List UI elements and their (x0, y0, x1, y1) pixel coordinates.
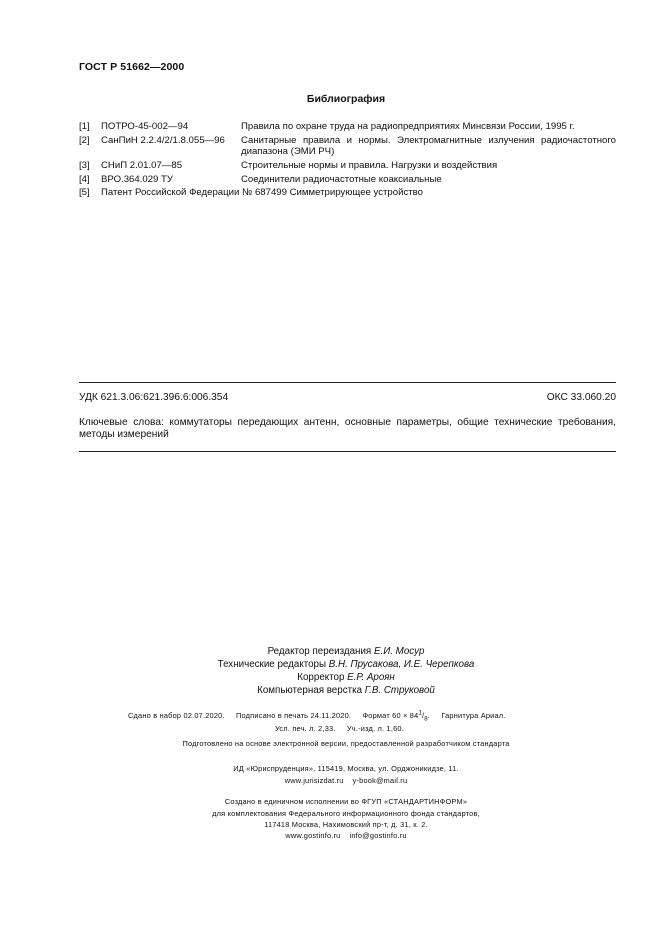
entry-description: Санитарные правила и нормы. Электромагнитные излучения радиочастотного диапазона (ЭМИ РЧ) (241, 135, 616, 158)
entry-number: [4] (79, 174, 90, 185)
layout-name: Г.В. Струковой (364, 685, 435, 696)
entry-description: Соединители радиочастотные коаксиальные (241, 174, 442, 185)
layout-label: Компьютерная верстка (257, 685, 363, 696)
tech-editors-label: Технические редакторы (217, 659, 327, 670)
credit-corrector (0, 672, 661, 685)
entry-full-text: Патент Российской Федерации № 687499 Симметрирующее устройство (101, 187, 423, 198)
corrector-name: Е.Р. Ароян (347, 672, 395, 683)
publisher-contacts (0, 776, 661, 785)
entry-number: [3] (79, 160, 90, 171)
credit-editor (0, 646, 661, 659)
keywords: Ключевые слова: коммутаторы передающих антенн, основные параметры, общие технические требования, методы измерений (79, 417, 616, 440)
entry-description: Правила по охране труда на радиопредприятиях Минсвязи России, 1995 г. (241, 121, 575, 132)
document-header: ГОСТ Р 51662—2000 (79, 61, 185, 73)
udk-code: УДК 621.3.06:621.396.6:006.354 (79, 392, 229, 403)
bottom-divider (79, 451, 616, 452)
entry-code: СНиП 2.01.07—85 (101, 160, 183, 171)
entry-number: [2] (79, 135, 90, 146)
print-sheets: Усл. печ. л. 2,33. (275, 724, 336, 733)
entry-code: ВРО.364.029 ТУ (101, 174, 174, 185)
producer-contacts (0, 831, 661, 840)
producer-line-1: Создано в единичном исполнении во ФГУП «СТАНДАРТИНФОРМ» (224, 797, 468, 806)
entry-number: [1] (79, 121, 90, 132)
editor-name: Е.И. Мосур (373, 646, 425, 657)
entry-code: ПОТРО-45-002—94 (101, 121, 189, 132)
credit-tech-editors (0, 659, 661, 672)
signed-date: Подписано в печать 24.11.2020. (236, 711, 352, 721)
typeface: Гарнитура Ариал. (441, 711, 506, 721)
oks-code: ОКС 33.060.20 (546, 392, 616, 403)
publisher-website[interactable]: www.jurisizdat.ru (284, 776, 344, 785)
producer-email[interactable]: info@gostinfo.ru (349, 831, 407, 840)
producer-website[interactable]: www.gostinfo.ru (285, 831, 341, 840)
tech-editors-names: В.Н. Прусакова, И.Е. Черепкова (328, 659, 475, 670)
bibliography-title: Библиография (306, 93, 386, 105)
editor-label: Редактор переиздания (267, 646, 372, 657)
publication-info (128, 711, 515, 723)
publisher-address: ИД «Юриспруденция», 115419, Москва, ул. Орджоникидзе, 11. (233, 764, 459, 773)
top-divider (79, 382, 616, 383)
corrector-label: Корректор (297, 672, 345, 683)
producer-line-2: для комплектования Федерального информационного фонда стандартов, (212, 809, 480, 818)
typeset-date: Сдано в набор 02.07.2020. (128, 711, 225, 721)
credit-layout (0, 685, 661, 698)
publishing-sheets: Уч.-изд. л. 1,60. (346, 724, 404, 733)
entry-description: Строительные нормы и правила. Нагрузки и воздействия (241, 160, 498, 171)
publisher-email[interactable]: y-book@mail.ru (352, 776, 408, 785)
sheet-info (275, 724, 413, 733)
paper-format: Формат $60 \times 84^1/_8$. (362, 711, 431, 723)
entry-code: СанПиН 2.2.4/2/1.8.055—96 (101, 135, 225, 146)
entry-number: [5] (79, 187, 90, 198)
prepared-note: Подготовлено на основе электронной версии, предоставленной разработчиком стандарта (182, 739, 510, 748)
producer-address: 117418 Москва, Нахимовский пр-т, д. 31, к. 2. (264, 820, 428, 829)
